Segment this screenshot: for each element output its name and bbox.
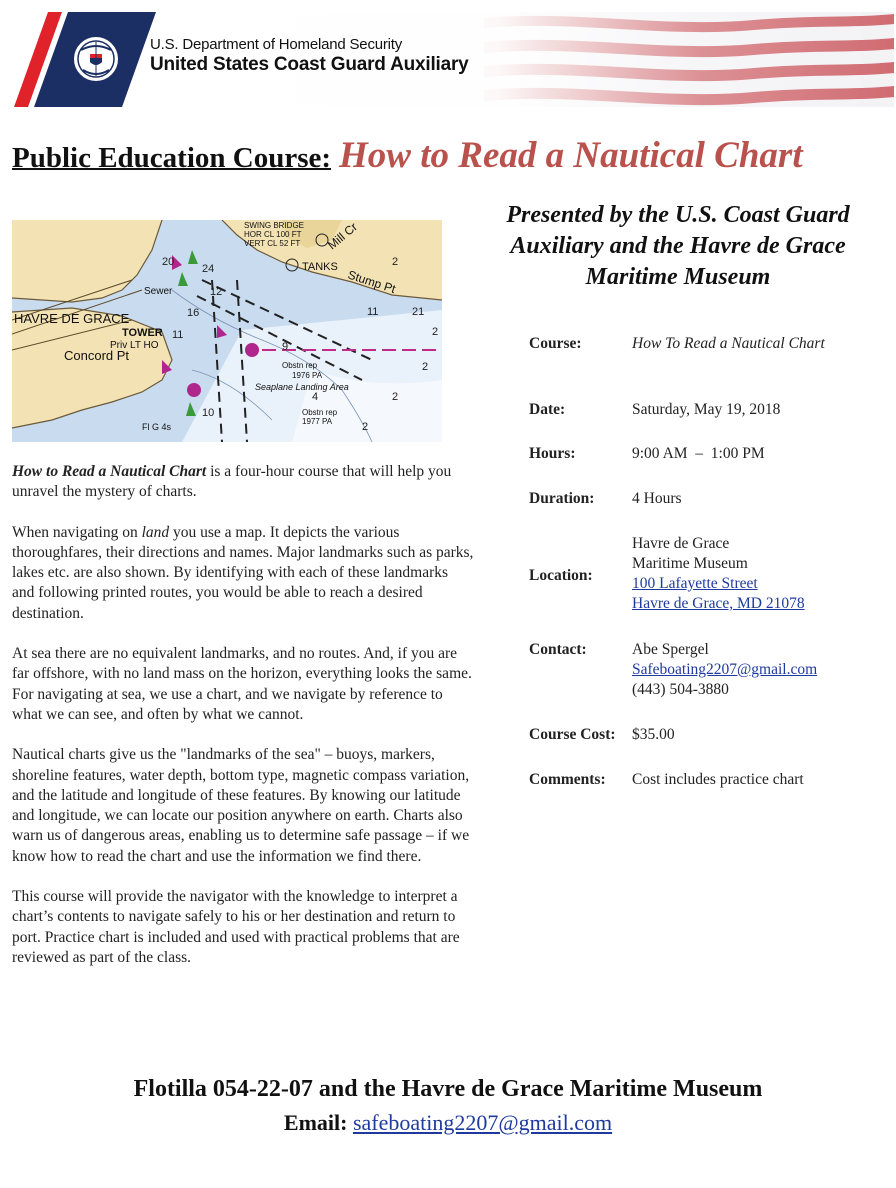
comments-value: Cost includes practice chart [632,771,804,788]
course-label: Course: [529,335,582,352]
svg-text:21: 21 [412,306,425,318]
date-label: Date: [529,401,566,418]
banner-text [150,36,469,76]
footer-email [0,1110,896,1136]
svg-text:2: 2 [362,421,369,433]
svg-text:HOR CL 100 FT: HOR CL 100 FT [244,230,302,239]
svg-text:2: 2 [392,256,399,268]
svg-text:Mill Cr: Mill Cr [324,220,360,253]
svg-text:HAVRE DE GRACE: HAVRE DE GRACE [14,311,130,326]
svg-text:Stump Pt: Stump Pt [346,267,398,297]
title-prefix: Public Education Course: [12,142,332,174]
nautical-chart-image [12,220,442,442]
cost-value: $35.00 [632,726,675,743]
date-value: Saturday, May 19, 2018 [632,401,781,418]
svg-text:2: 2 [432,326,439,338]
svg-text:11: 11 [172,329,184,341]
svg-text:1977 PA: 1977 PA [302,417,333,426]
svg-text:TOWER: TOWER [122,327,163,339]
location-label: Location: [529,567,593,584]
svg-text:Seaplane Landing Area: Seaplane Landing Area [255,382,349,392]
footer-email-link[interactable]: safeboating2207@gmail.com [352,1110,613,1135]
contact-phone: (443) 504-3880 [632,681,729,698]
location-value: Havre de Grace Maritime Museum 100 Lafayette Street Havre de Grace, MD 21078 [632,535,805,612]
contact-value [632,640,882,700]
department-name: U.S. Department of Homeland Security [150,36,403,53]
uscg-logo [14,12,164,107]
organization-name: United States Coast Guard Auxiliary [150,54,469,75]
course-description [12,462,474,988]
auxiliary-emblem-icon [75,38,117,80]
contact-email-link[interactable]: Safeboating2207@gmail.com [632,661,818,678]
svg-text:Concord Pt: Concord Pt [64,348,130,363]
svg-text:2: 2 [392,391,399,403]
contact-name: Abe Spergel [632,641,709,658]
svg-text:4: 4 [312,391,319,403]
svg-text:12: 12 [210,286,223,298]
title-course-name: How to Read a Nautical Chart [339,135,803,176]
duration-value: 4 Hours [632,490,682,507]
email-label: Email: [283,1110,348,1135]
svg-text:1976 PA: 1976 PA [292,371,323,380]
svg-text:11: 11 [367,306,379,318]
svg-text:Fl G 4s: Fl G 4s [142,422,172,432]
svg-text:Obstn rep: Obstn rep [302,408,338,417]
duration-label: Duration: [529,490,595,507]
svg-text:9: 9 [282,341,289,353]
svg-text:Sewer: Sewer [144,286,173,297]
svg-text:Obstn rep: Obstn rep [282,361,318,370]
hours-value: 9:00 AM – 1:00 PM [632,445,765,462]
paragraph-intro: How to Read a Nautical Chart is a four-hour course that will help you unravel the mystery of charts. [12,463,452,501]
svg-text:2: 2 [422,361,429,373]
chart-label: SWING BRIDGE [244,221,305,230]
hours-label: Hours: [529,445,576,462]
paragraph-course: This course will provide the navigator with the knowledge to interpret a chart’s contents to navigate safely to his or her destination and return to port. Practice chart is included and used with practical problems that are reviewed as part of the class. [12,888,460,966]
paragraph-charts: Nautical charts give us the "landmarks of the sea" – buoys, markers, shoreline features, water depth, bottom type, magnetic compass variation, and the latitude and longitude of these features. By knowing our latitude and longitude, we can locate our position anywhere on earth. Charts also warn us of dangerous areas, enabling us to determine safe passage – if we know how to read the chart and use the information we find there. [12,746,470,865]
comments-label: Comments: [529,771,606,788]
svg-text:TANKS: TANKS [302,261,338,273]
svg-text:VERT CL 52 FT: VERT CL 52 FT [244,239,301,248]
course-value: How To Read a Nautical Chart [632,335,825,352]
paragraph-land: When navigating on land you use a map. It depicts the various thoroughfares, their directions and names. Major landmarks such as parks, lakes etc. are also shown. By identifying with each of these landmarks and following printed routes, you would be able to reach a desired destination. [12,523,474,622]
svg-text:20: 20 [162,256,175,268]
paragraph-sea: At sea there are no equivalent landmarks, and no routes. And, if you are far offshore, with no land mass on the horizon, everything looks the same. For navigating at sea, we use a chart, and we navigate by reference to what we can see, and often by what we cannot. [12,645,472,723]
presented-by-heading: Presented by the U.S. Coast Guard Auxiliary and the Havre de Grace Maritime Museum [506,202,850,290]
page-title [12,134,803,177]
cost-label: Course Cost: [529,726,616,743]
svg-text:10: 10 [202,407,215,419]
address-street-link[interactable]: 100 Lafayette Street [632,575,758,592]
contact-label: Contact: [529,641,587,658]
svg-text:Priv LT HO: Priv LT HO [110,340,159,351]
footer-title: Flotilla 054-22-07 and the Havre de Grace Maritime Museum [133,1076,763,1102]
svg-text:24: 24 [202,263,215,275]
address-city-link[interactable]: Havre de Grace, MD 21078 [632,595,805,612]
svg-text:16: 16 [187,307,200,319]
header-banner [14,12,894,107]
